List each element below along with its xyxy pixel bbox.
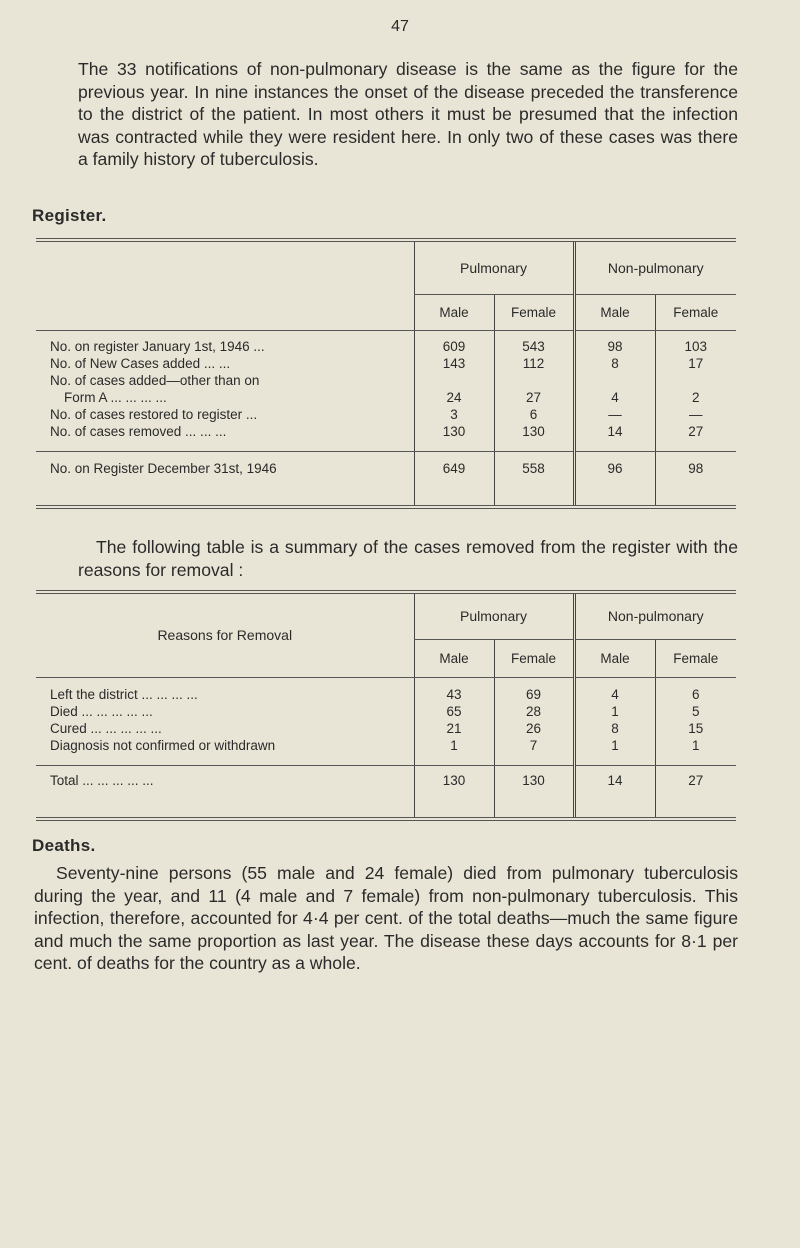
- table-row: [36, 720, 736, 737]
- deaths-paragraph: Seventy-nine persons (55 male and 24 female) died from pulmonary tuberculosis during the year, and 11 (4 male and 7 female) from non-pulmonary tuberculosis. This infection, therefore, accounted for 4·4 per cent. of the total deaths—much the same figure and much the same proportion as last year. The disease these days accounts for 8·1 per cent. of deaths for the country as a whole.: [34, 863, 738, 973]
- cell-value: 1: [414, 737, 494, 754]
- cell-value: 98: [655, 451, 736, 485]
- row-label: No. of New Cases added ... ...: [50, 356, 231, 371]
- removal-sub-header: Female: [494, 639, 574, 677]
- row-label: Cured ... ... ... ... ...: [50, 721, 162, 736]
- cell-value: 24: [414, 389, 494, 406]
- total-row: [36, 451, 736, 485]
- table-row: [36, 703, 736, 720]
- table-row: [36, 338, 736, 355]
- cell-value: 1: [574, 737, 655, 754]
- cell-value: 14: [574, 765, 655, 795]
- cell-value: 14: [574, 423, 655, 440]
- cell-value: 27: [494, 389, 574, 406]
- cell-value: 609: [414, 338, 494, 355]
- cell-value: 8: [574, 720, 655, 737]
- cell-value: 2: [655, 389, 736, 406]
- page-number: 47: [391, 18, 409, 35]
- removal-pulmonary-header: Pulmonary: [414, 594, 574, 639]
- table-row: [36, 355, 736, 372]
- cell-value: 6: [655, 686, 736, 703]
- cell-value: 65: [414, 703, 494, 720]
- cell-value: 98: [574, 338, 655, 355]
- row-label: No. of cases restored to register ...: [50, 407, 258, 422]
- cell-value: 3: [414, 406, 494, 423]
- removal-table: [36, 590, 736, 821]
- cell-value: 130: [494, 423, 574, 440]
- cell-value: 21: [414, 720, 494, 737]
- cell-value: 112: [494, 355, 574, 372]
- table-row: [36, 389, 736, 406]
- table-row: [36, 686, 736, 703]
- cell-value: 4: [574, 686, 655, 703]
- register-sub-header: Male: [414, 294, 494, 330]
- cell-value: 17: [655, 355, 736, 372]
- removal-non-pulmonary-header: Non-pulmonary: [574, 594, 736, 639]
- removal-sub-header: Male: [574, 639, 655, 677]
- table-row: [36, 737, 736, 754]
- register-sub-header: Male: [574, 294, 655, 330]
- removal-sub-header: Female: [655, 639, 736, 677]
- cell-value: 8: [574, 355, 655, 372]
- row-label: Left the district ... ... ... ...: [50, 687, 198, 702]
- reasons-header: Reasons for Removal: [36, 594, 414, 677]
- table-row: [36, 406, 736, 423]
- row-label: Died ... ... ... ... ...: [50, 704, 153, 719]
- cell-value: 15: [655, 720, 736, 737]
- cell-value: 649: [414, 451, 494, 485]
- register-non-pulmonary-header: Non-pulmonary: [574, 242, 736, 294]
- register-pulmonary-header: Pulmonary: [414, 242, 574, 294]
- row-label: Total ... ... ... ... ...: [50, 772, 154, 788]
- row-label: Form A ... ... ... ...: [64, 390, 167, 405]
- cell-value: 143: [414, 355, 494, 372]
- cell-value: 1: [574, 703, 655, 720]
- cell-value: 69: [494, 686, 574, 703]
- register-sub-header: Female: [494, 294, 574, 330]
- row-label: No. on Register December 31st, 1946: [50, 460, 277, 476]
- row-label: No. of cases added—other than on: [50, 373, 260, 388]
- register-table: [36, 238, 736, 509]
- row-label: Diagnosis not confirmed or withdrawn: [50, 738, 276, 753]
- cell-value: 96: [574, 451, 655, 485]
- cell-value: 6: [494, 406, 574, 423]
- cell-value: 43: [414, 686, 494, 703]
- register-sub-header: Female: [655, 294, 736, 330]
- cell-value: 7: [494, 737, 574, 754]
- summary-paragraph: The following table is a summary of the cases removed from the register with the reasons for removal :: [78, 537, 738, 580]
- cell-value: 130: [414, 765, 494, 795]
- cell-value: 543: [494, 338, 574, 355]
- cell-value: —: [655, 406, 736, 423]
- intro-paragraph: The 33 notifications of non-pulmonary disease is the same as the figure for the previous year. In nine instances the onset of the disease preceded the transference to the district of the patient. In most others it must be presumed that the infection was contracted while they were resident here. In only two of these cases was there a family history of tuberculosis.: [78, 59, 738, 169]
- removal-sub-header: Male: [414, 639, 494, 677]
- total-row: [36, 765, 736, 795]
- register-heading: Register.: [32, 206, 107, 225]
- cell-value: 558: [494, 451, 574, 485]
- cell-value: 26: [494, 720, 574, 737]
- row-label: No. on register January 1st, 1946 ...: [50, 339, 265, 354]
- cell-value: 27: [655, 423, 736, 440]
- cell-value: 27: [655, 765, 736, 795]
- cell-value: —: [574, 406, 655, 423]
- row-label: No. of cases removed ... ... ...: [50, 424, 227, 439]
- cell-value: 103: [655, 338, 736, 355]
- cell-value: 4: [574, 389, 655, 406]
- cell-value: 130: [414, 423, 494, 440]
- cell-value: 5: [655, 703, 736, 720]
- cell-value: 1: [655, 737, 736, 754]
- cell-value: 28: [494, 703, 574, 720]
- cell-value: 130: [494, 765, 574, 795]
- deaths-heading: Deaths.: [32, 836, 96, 855]
- table-row: [36, 372, 736, 389]
- table-row: [36, 423, 736, 440]
